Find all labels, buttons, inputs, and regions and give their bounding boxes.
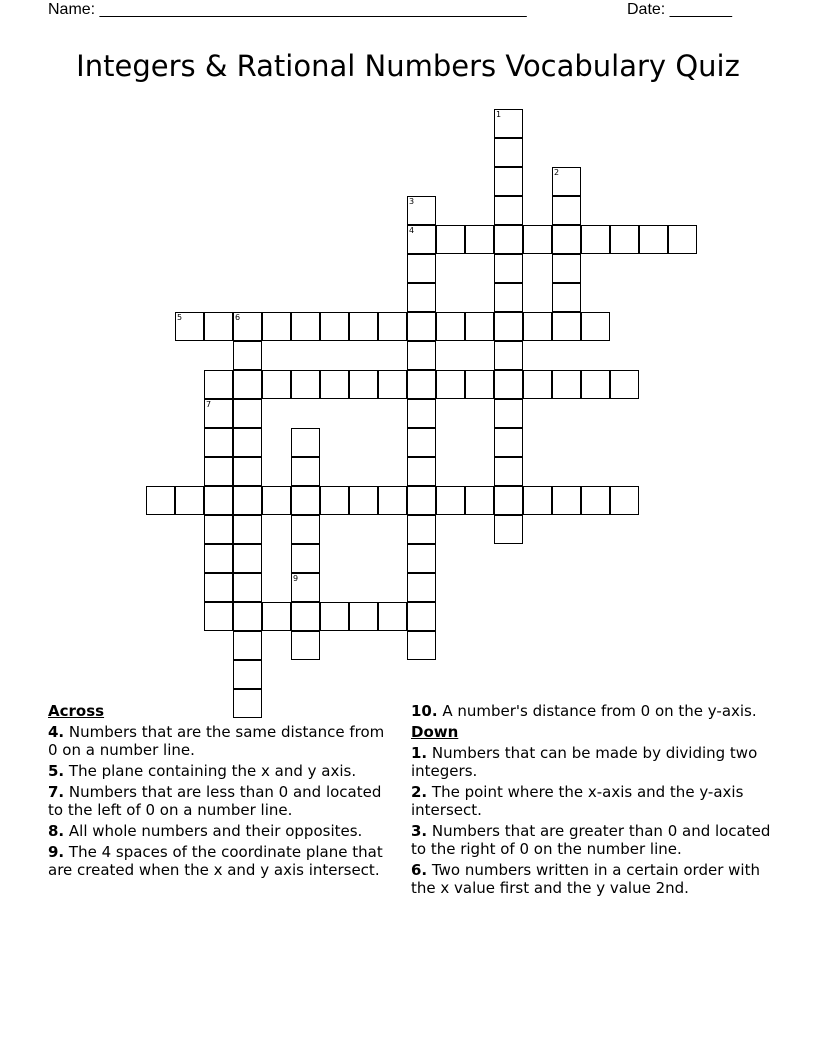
crossword-cell[interactable]	[291, 486, 320, 515]
crossword-cell[interactable]	[204, 602, 233, 631]
crossword-cell[interactable]	[494, 428, 523, 457]
crossword-cell[interactable]	[349, 312, 378, 341]
crossword-cell[interactable]	[291, 631, 320, 660]
cell-number: 7	[206, 400, 212, 409]
crossword-cell[interactable]	[233, 399, 262, 428]
crossword-cell[interactable]	[291, 573, 320, 602]
crossword-cell[interactable]	[320, 312, 349, 341]
crossword-cell[interactable]	[407, 341, 436, 370]
name-field-label: Name: ________________________________________________	[48, 1, 527, 18]
crossword-cell[interactable]	[233, 370, 262, 399]
crossword-cell[interactable]	[378, 370, 407, 399]
crossword-cell[interactable]	[407, 486, 436, 515]
crossword-cell[interactable]	[407, 399, 436, 428]
crossword-cell[interactable]	[407, 283, 436, 312]
crossword-cell[interactable]	[233, 341, 262, 370]
down-clue	[411, 783, 771, 819]
crossword-cell[interactable]	[204, 457, 233, 486]
cell-number: 4	[409, 226, 415, 235]
crossword-cell[interactable]	[291, 312, 320, 341]
crossword-cell[interactable]	[407, 602, 436, 631]
crossword-cell[interactable]	[581, 370, 610, 399]
crossword-cell[interactable]	[233, 660, 262, 689]
crossword-cell[interactable]	[436, 486, 465, 515]
date-field-label: Date: _______	[627, 1, 732, 18]
crossword-cell[interactable]	[494, 341, 523, 370]
crossword-cell[interactable]	[581, 225, 610, 254]
clue-text: Numbers that can be made by dividing two integers.	[411, 744, 758, 780]
clue-text: The plane containing the x and y axis.	[68, 762, 357, 780]
crossword-cell[interactable]	[233, 573, 262, 602]
crossword-cell[interactable]	[494, 254, 523, 283]
crossword-cell[interactable]	[581, 312, 610, 341]
cell-number: 5	[177, 313, 183, 322]
crossword-cell[interactable]	[291, 515, 320, 544]
clue-text: Numbers that are less than 0 and located to the left of 0 on a number line.	[48, 783, 382, 819]
crossword-cell[interactable]	[262, 370, 291, 399]
crossword-cell[interactable]	[552, 312, 581, 341]
crossword-cell[interactable]	[610, 225, 639, 254]
cell-number: 6	[235, 313, 241, 322]
crossword-cell[interactable]	[233, 544, 262, 573]
crossword-cell[interactable]	[204, 428, 233, 457]
clue-text: All whole numbers and their opposites.	[68, 822, 363, 840]
clue-number: 6.	[411, 861, 428, 879]
crossword-cell[interactable]	[552, 225, 581, 254]
cell-number: 3	[409, 197, 415, 206]
down-heading: Down	[411, 723, 459, 741]
crossword-cell[interactable]	[204, 515, 233, 544]
down-clue	[411, 861, 771, 897]
crossword-cell[interactable]	[552, 486, 581, 515]
crossword-cell[interactable]	[175, 312, 204, 341]
crossword-cell[interactable]	[291, 602, 320, 631]
clue-number: 10.	[411, 702, 438, 720]
crossword-cell[interactable]	[494, 457, 523, 486]
crossword-cell[interactable]	[349, 602, 378, 631]
crossword-cell[interactable]	[494, 515, 523, 544]
crossword-cell[interactable]	[204, 312, 233, 341]
crossword-cell[interactable]	[523, 312, 552, 341]
crossword-cell[interactable]	[581, 486, 610, 515]
crossword-cell[interactable]	[262, 602, 291, 631]
clue-text: Numbers that are the same distance from 0 on a number line.	[48, 723, 385, 759]
crossword-cell[interactable]	[465, 486, 494, 515]
crossword-cell[interactable]	[494, 370, 523, 399]
across-clue	[48, 723, 393, 759]
crossword-cell[interactable]	[523, 486, 552, 515]
clue-text: The point where the x-axis and the y-axis intersect.	[411, 783, 744, 819]
clue-text: The 4 spaces of the coordinate plane that are created when the x and y axis intersect.	[48, 843, 383, 879]
crossword-cell[interactable]	[204, 544, 233, 573]
crossword-cell[interactable]	[291, 457, 320, 486]
crossword-cell[interactable]	[378, 602, 407, 631]
crossword-cell[interactable]	[407, 254, 436, 283]
crossword-cell[interactable]	[175, 486, 204, 515]
clue-number: 2.	[411, 783, 428, 801]
crossword-cell[interactable]	[436, 312, 465, 341]
crossword-cell[interactable]	[320, 602, 349, 631]
crossword-cell[interactable]	[407, 225, 436, 254]
across-clue	[411, 702, 771, 720]
crossword-cell[interactable]	[291, 544, 320, 573]
crossword-cell[interactable]	[494, 138, 523, 167]
crossword-cell[interactable]	[320, 486, 349, 515]
crossword-cell[interactable]	[610, 486, 639, 515]
crossword-cell[interactable]	[233, 457, 262, 486]
crossword-cell[interactable]	[465, 225, 494, 254]
crossword-cell[interactable]	[407, 370, 436, 399]
crossword-cell[interactable]	[204, 370, 233, 399]
clue-number: 9.	[48, 843, 65, 861]
crossword-cell[interactable]	[407, 573, 436, 602]
crossword-cell[interactable]	[407, 196, 436, 225]
crossword-cell[interactable]	[204, 486, 233, 515]
page-title: Integers & Rational Numbers Vocabulary Quiz	[76, 49, 740, 83]
crossword-cell[interactable]	[407, 428, 436, 457]
crossword-cell[interactable]	[262, 486, 291, 515]
crossword-cell[interactable]	[523, 225, 552, 254]
crossword-cell[interactable]	[436, 370, 465, 399]
crossword-cell[interactable]	[639, 225, 668, 254]
crossword-cell[interactable]	[349, 370, 378, 399]
clue-number: 5.	[48, 762, 65, 780]
crossword-cell[interactable]	[233, 428, 262, 457]
across-clue	[48, 843, 393, 879]
crossword-cell[interactable]	[552, 196, 581, 225]
crossword-cell[interactable]	[378, 486, 407, 515]
crossword-cell[interactable]	[494, 167, 523, 196]
clue-number: 8.	[48, 822, 65, 840]
crossword-cell[interactable]	[204, 573, 233, 602]
clue-number: 4.	[48, 723, 65, 741]
crossword-cell[interactable]	[407, 457, 436, 486]
crossword-cell[interactable]	[668, 225, 697, 254]
crossword-cell[interactable]	[407, 631, 436, 660]
clue-number: 7.	[48, 783, 65, 801]
crossword-cell[interactable]	[146, 486, 175, 515]
down-clue	[411, 822, 771, 858]
crossword-cell[interactable]	[494, 399, 523, 428]
crossword-cell[interactable]	[494, 225, 523, 254]
crossword-cell[interactable]	[233, 631, 262, 660]
crossword-cell[interactable]	[610, 370, 639, 399]
crossword-cell[interactable]	[494, 109, 523, 138]
crossword-cell[interactable]	[552, 167, 581, 196]
crossword-cell[interactable]	[204, 399, 233, 428]
cell-number: 2	[554, 168, 560, 177]
down-clue	[411, 744, 771, 780]
clue-text: Numbers that are greater than 0 and located to the right of 0 on the number line.	[411, 822, 771, 858]
crossword-cell[interactable]	[349, 486, 378, 515]
crossword-cell[interactable]	[494, 283, 523, 312]
across-heading: Across	[48, 702, 105, 720]
crossword-cell[interactable]	[494, 196, 523, 225]
clue-text: Two numbers written in a certain order with the x value first and the y value 2nd.	[411, 861, 760, 897]
clue-number: 1.	[411, 744, 428, 762]
crossword-cell[interactable]	[233, 486, 262, 515]
crossword-cell[interactable]	[494, 312, 523, 341]
crossword-cell[interactable]	[262, 312, 291, 341]
crossword-cell[interactable]	[407, 312, 436, 341]
crossword-cell[interactable]	[407, 544, 436, 573]
crossword-cell[interactable]	[233, 602, 262, 631]
crossword-cell[interactable]	[436, 225, 465, 254]
clues-right-column	[411, 702, 771, 900]
crossword-cell[interactable]	[465, 370, 494, 399]
clue-text: A number's distance from 0 on the y-axis.	[442, 702, 757, 720]
crossword-cell[interactable]	[233, 515, 262, 544]
crossword-cell[interactable]	[291, 428, 320, 457]
crossword-cell[interactable]	[233, 312, 262, 341]
crossword-cell[interactable]	[552, 254, 581, 283]
crossword-cell[interactable]	[291, 370, 320, 399]
across-clue	[48, 783, 393, 819]
crossword-cell[interactable]	[465, 312, 494, 341]
clues-left-column	[48, 702, 393, 882]
across-clue	[48, 822, 393, 840]
crossword-cell[interactable]	[523, 370, 552, 399]
cell-number: 9	[293, 574, 299, 583]
crossword-cell[interactable]	[407, 515, 436, 544]
crossword-cell[interactable]	[320, 370, 349, 399]
crossword-cell[interactable]	[552, 370, 581, 399]
crossword-cell[interactable]	[494, 486, 523, 515]
crossword-cell[interactable]	[552, 283, 581, 312]
clue-number: 3.	[411, 822, 428, 840]
cell-number: 1	[496, 110, 502, 119]
crossword-cell[interactable]	[378, 312, 407, 341]
across-clue	[48, 762, 393, 780]
